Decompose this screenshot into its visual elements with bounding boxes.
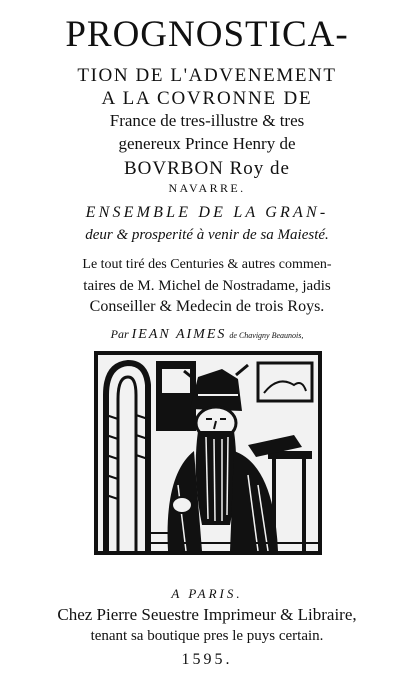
author-prefix: Par (110, 327, 129, 341)
title-line-3: A LA COVRONNE DE (101, 88, 313, 109)
imprint-city: A PARIS. (171, 586, 243, 601)
imprint-printer: Chez Pierre Seuestre Imprimeur & Libraire, (57, 605, 357, 624)
scholar-woodcut-illustration-icon (94, 351, 322, 555)
description-line-1: Le tout tiré des Centuries & autres commen- (82, 257, 332, 272)
imprint-year: 1595. (181, 651, 233, 668)
author-name: IEAN AIMES (131, 327, 227, 342)
author-suffix: de Chavigny Beaunois, (229, 331, 304, 340)
title-line-5: genereux Prince Henry de (118, 134, 296, 153)
imprint-shop: tenant sa boutique pres le puys certain. (90, 628, 324, 644)
title-line-7: NAVARRE. (168, 181, 246, 195)
description-line-2: taires de M. Michel de Nostradame, jadis (83, 278, 331, 294)
subtitle-line-2: deur & prosperité à venir de sa Maiesté. (85, 227, 329, 243)
description-line-3: Conseiller & Medecin de trois Roys. (89, 298, 325, 315)
subtitle-line-1: ENSEMBLE DE LA GRAN- (85, 204, 329, 221)
title-line-6: BOVRBON Roy de (123, 158, 290, 179)
author-line (0, 328, 414, 342)
title-line-1: PROGNOSTICA- (65, 14, 349, 55)
title-line-4: France de tres-illustre & tres (109, 111, 305, 130)
title-line-2: TION DE L'ADVENEMENT (77, 65, 337, 86)
